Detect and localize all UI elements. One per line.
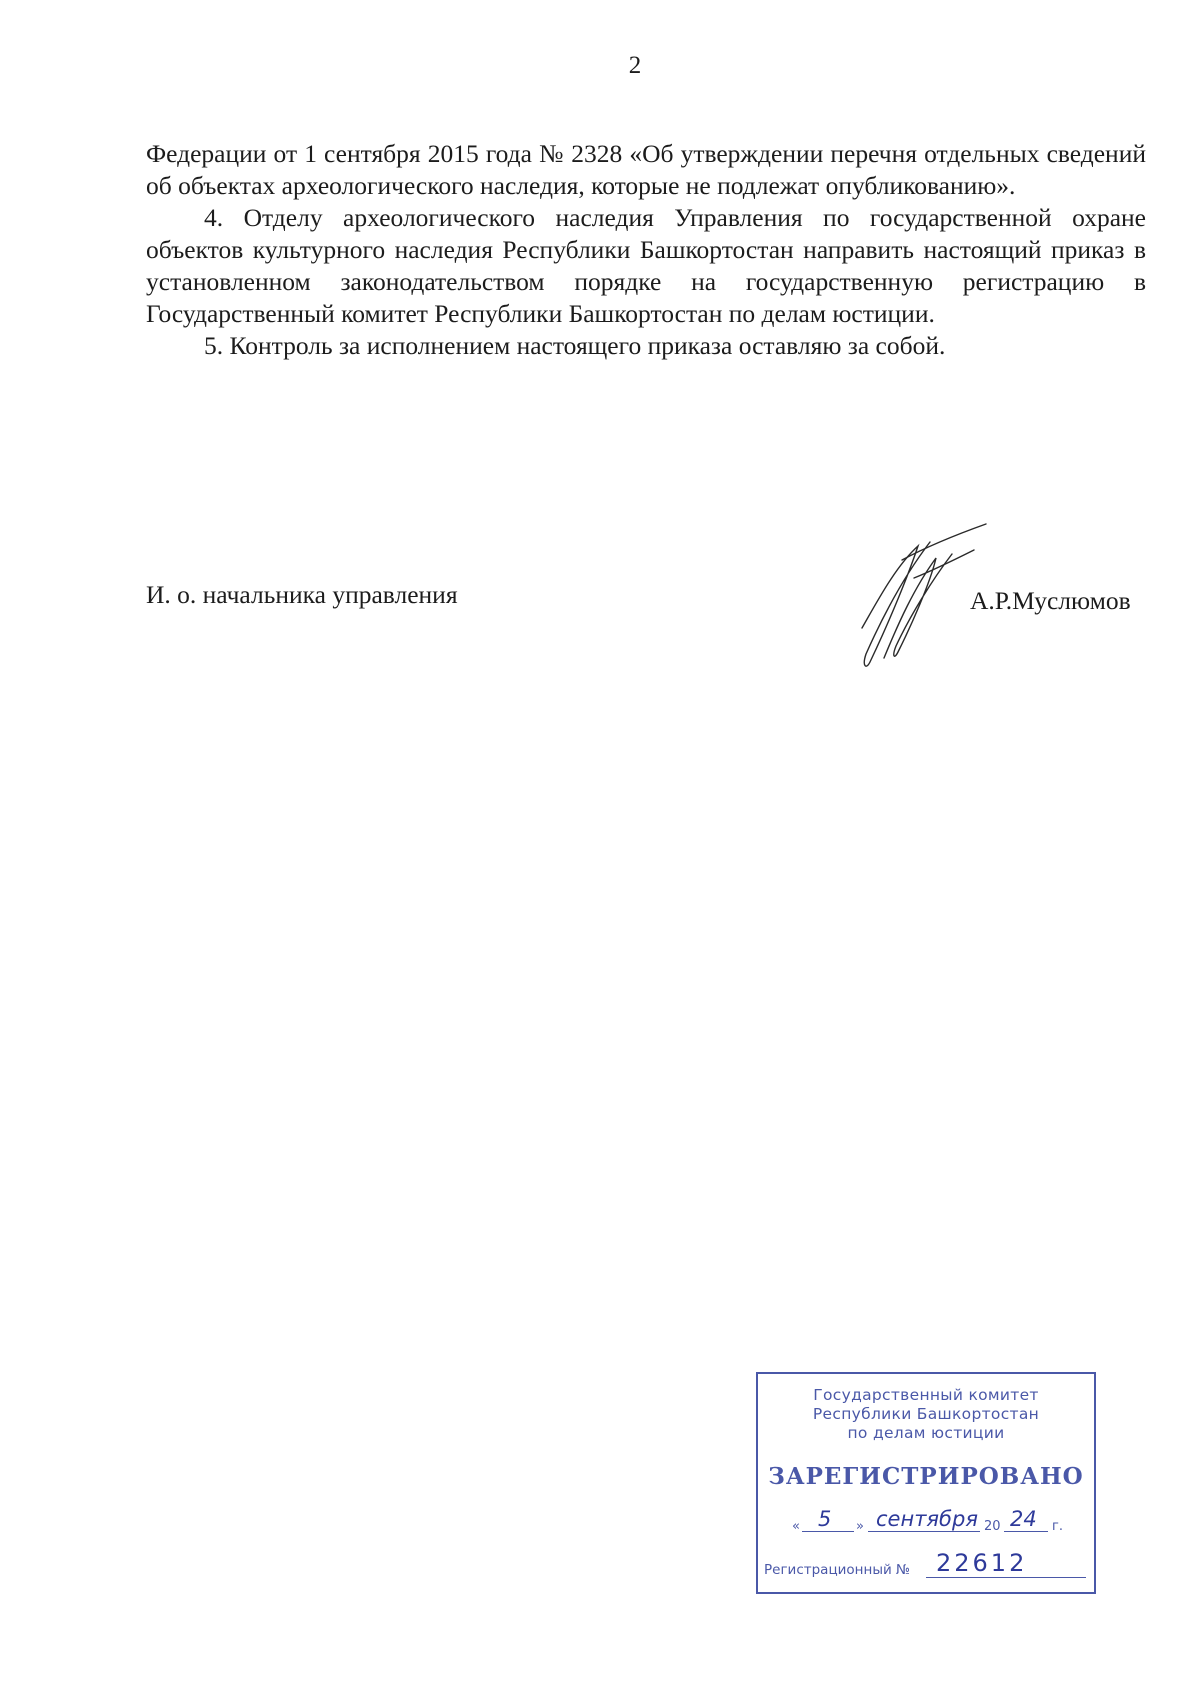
stamp-date-row [792, 1508, 1082, 1534]
stamp-quote-open: « [792, 1519, 800, 1534]
handwritten-signature [848, 520, 988, 670]
stamp-day: 5 [818, 1507, 832, 1531]
page-number: 2 [628, 52, 642, 79]
stamp-month: сентября [876, 1507, 978, 1531]
signatory-position: И. о. начальника управления [146, 580, 458, 609]
paragraph-continuation: Федерации от 1 сентября 2015 года № 2328 «Об утверждении перечня отдельных сведений об объектах археологического наследия, которые не подлежат опубликованию». [146, 139, 1146, 200]
paragraph-5: 5. Контроль за исполнением настоящего приказа оставляю за собой. [204, 331, 946, 360]
stamp-reg-label: Регистрационный № [764, 1562, 911, 1578]
stamp-year-prefix: 20 [984, 1519, 1001, 1534]
stamp-organization [758, 1386, 1094, 1443]
registration-stamp [756, 1372, 1096, 1594]
signatory-name: А.Р.Муслюмов [970, 586, 1131, 615]
document-body [146, 138, 1146, 362]
stamp-status: ЗАРЕГИСТРИРОВАНО [768, 1463, 1084, 1490]
stamp-org-line: Республики Башкортостан [812, 1405, 1040, 1423]
stamp-year-unit: г. [1052, 1519, 1063, 1534]
stamp-registration-number-row [764, 1549, 1090, 1580]
paragraph-4: 4. Отделу археологического наследия Управления по государственной охране объектов культурного наследия Республики Башкортостан направить настоящий приказ в установленном законодательством порядке на государственную регистрацию в Государственный комитет Республики Башкортостан по делам юстиции. [146, 203, 1146, 328]
stamp-org-line: Государственный комитет [813, 1386, 1039, 1404]
stamp-org-line: по делам юстиции [847, 1424, 1005, 1442]
stamp-reg-number: 22612 [936, 1549, 1028, 1577]
stamp-year: 24 [1010, 1507, 1037, 1531]
stamp-quote-close: » [856, 1519, 864, 1534]
